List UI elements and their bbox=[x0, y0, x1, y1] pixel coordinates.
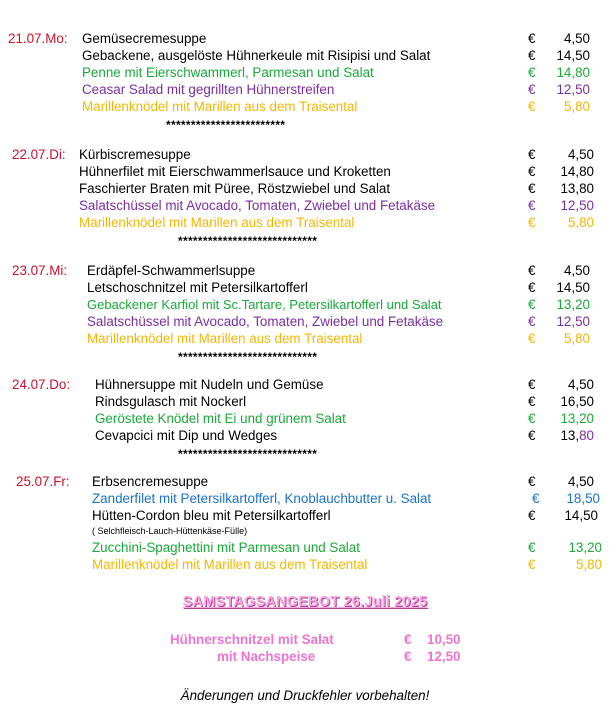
menu-item-dish: Rindsgulasch mit Nockerl bbox=[95, 394, 247, 409]
menu-item-dish: Salatschüssel mit Avocado, Tomaten, Zwiebel und Fetakäse bbox=[87, 314, 444, 329]
currency-symbol: € bbox=[528, 540, 536, 555]
currency-symbol: € bbox=[528, 297, 536, 312]
currency-symbol: € bbox=[528, 164, 536, 179]
menu-item-note: ( Selchfleisch-Lauch-Hüttenkäse-Fülle) bbox=[92, 526, 248, 536]
currency-symbol: € bbox=[528, 263, 536, 278]
menu-item-price: 14,80 bbox=[560, 164, 594, 179]
saturday-offer-label: mit Nachspeise bbox=[217, 649, 316, 664]
menu-item-price: 13,20 bbox=[556, 297, 590, 312]
currency-symbol: € bbox=[528, 48, 536, 63]
menu-item-dish: Salatschüssel mit Avocado, Tomaten, Zwiebel und Fetakäse bbox=[79, 198, 436, 213]
currency-symbol: € bbox=[528, 181, 536, 196]
menu-item-price: 4,50 bbox=[563, 263, 590, 278]
saturday-offer-price: 12,50 bbox=[427, 649, 461, 664]
saturday-offer-price: 10,50 bbox=[427, 632, 461, 647]
menu-item-price: 12,50 bbox=[556, 314, 590, 329]
menu-item-dish: Cevapcici mit Dip und Wedges bbox=[95, 428, 278, 443]
menu-item-price: 5,80 bbox=[567, 215, 594, 230]
separator-stars: **************************** bbox=[178, 234, 318, 248]
menu-item-price: 14,50 bbox=[556, 280, 590, 295]
menu-item-dish: Marillenknödel mit Marillen aus dem Traisental bbox=[92, 557, 368, 572]
day-label-thursday: 24.07.Do: bbox=[12, 377, 71, 392]
currency-symbol: € bbox=[528, 314, 536, 329]
menu-item-price: 18,50 bbox=[566, 491, 600, 506]
menu-item-price: 5,80 bbox=[563, 99, 590, 114]
menu-item-price: 4,50 bbox=[563, 31, 590, 46]
day-label-wednesday: 23.07.Mi: bbox=[12, 263, 68, 278]
menu-item-price: 13,20 bbox=[568, 540, 602, 555]
currency-symbol: € bbox=[528, 65, 536, 80]
menu-item-price: 4,50 bbox=[567, 474, 594, 489]
menu-item-dish: Erbsencremesuppe bbox=[92, 474, 209, 489]
currency-symbol: € bbox=[528, 331, 536, 346]
currency-symbol: € bbox=[528, 557, 536, 572]
price-tail: 80 bbox=[579, 428, 594, 443]
menu-item-dish: Zucchini-Spaghettini mit Parmesan und Salat bbox=[92, 540, 360, 555]
menu-item-dish: Ceasar Salad mit gegrillten Hühnerstreifen bbox=[82, 82, 335, 97]
currency-symbol: € bbox=[528, 147, 536, 162]
menu-item-price: 13,20 bbox=[560, 411, 594, 426]
menu-item-dish: Zanderfilet mit Petersilkartofferl, Knoblauchbutter u. Salat bbox=[92, 491, 432, 506]
menu-item-dish: Hütten-Cordon bleu mit Petersilkartofferl bbox=[92, 508, 331, 523]
menu-item-dish: Gebackene, ausgelöste Hühnerkeule mit Risipisi und Salat bbox=[82, 48, 431, 63]
menu-item-price: 12,50 bbox=[556, 82, 590, 97]
menu-item-price: 14,50 bbox=[556, 48, 590, 63]
menu-item-dish: Hühnersuppe mit Nudeln und Gemüse bbox=[95, 377, 324, 392]
menu-item-price bbox=[538, 428, 594, 444]
menu-item-dish: Geröstete Knödel mit Ei und grünem Salat bbox=[95, 411, 346, 426]
menu-item-dish: Erdäpfel-Schwammerlsuppe bbox=[87, 263, 256, 278]
separator-stars: ************************ bbox=[166, 118, 286, 132]
currency-symbol: € bbox=[404, 649, 412, 664]
currency-symbol: € bbox=[528, 377, 536, 392]
day-label-friday: 25.07.Fr: bbox=[16, 474, 70, 489]
currency-symbol: € bbox=[528, 280, 536, 295]
menu-item-price: 5,80 bbox=[563, 331, 590, 346]
currency-symbol: € bbox=[528, 411, 536, 426]
saturday-offer-label: Hühnerschnitzel mit Salat bbox=[170, 632, 334, 647]
menu-item-dish: Marillenknödel mit Marillen aus dem Traisental bbox=[87, 331, 363, 346]
currency-symbol: € bbox=[528, 198, 536, 213]
saturday-offer-title: SAMSTAGSANGEBOT 26.Juli 2025 bbox=[182, 594, 428, 610]
currency-symbol: € bbox=[528, 394, 536, 409]
menu-item-dish: Letschoschnitzel mit Petersilkartofferl bbox=[87, 280, 308, 295]
menu-item-price: 12,50 bbox=[560, 198, 594, 213]
menu-item-price: 14,50 bbox=[564, 508, 598, 523]
menu-item-price: 16,50 bbox=[560, 394, 594, 409]
currency-symbol: € bbox=[528, 215, 536, 230]
separator-stars: **************************** bbox=[178, 447, 318, 461]
menu-item-price: 14,80 bbox=[556, 65, 590, 80]
price-main: 13, bbox=[560, 428, 580, 443]
menu-item-price: 4,50 bbox=[567, 377, 594, 392]
currency-symbol: € bbox=[528, 82, 536, 97]
menu-item-price: 13,80 bbox=[560, 181, 594, 196]
menu-item-dish: Marillenknödel mit Marillen aus dem Traisental bbox=[79, 215, 355, 230]
currency-symbol: € bbox=[528, 99, 536, 114]
day-label-monday: 21.07.Mo: bbox=[8, 31, 68, 46]
menu-item-dish: Gemüsecremesuppe bbox=[82, 31, 207, 46]
menu-item-dish: Faschierter Braten mit Püree, Röstzwiebel und Salat bbox=[79, 181, 391, 196]
footer-disclaimer: Änderungen und Druckfehler vorbehalten! bbox=[180, 688, 430, 703]
day-label-tuesday: 22.07.Di: bbox=[12, 147, 66, 162]
currency-symbol: € bbox=[528, 31, 536, 46]
currency-symbol: € bbox=[532, 491, 540, 506]
currency-symbol: € bbox=[528, 508, 536, 523]
currency-symbol: € bbox=[528, 428, 536, 443]
separator-stars: **************************** bbox=[178, 350, 318, 364]
menu-item-dish: Marillenknödel mit Marillen aus dem Traisental bbox=[82, 99, 358, 114]
menu-item-price: 4,50 bbox=[567, 147, 594, 162]
menu-item-dish: Penne mit Eierschwammerl, Parmesan und Salat bbox=[82, 65, 374, 80]
menu-item-dish: Kürbiscremesuppe bbox=[79, 147, 191, 162]
menu-item-dish: Gebackener Karfiol mit Sc.Tartare, Petersilkartofferl und Salat bbox=[87, 297, 442, 312]
menu-item-dish: Hühnerfilet mit Eierschwammerlsauce und Kroketten bbox=[79, 164, 391, 179]
menu-item-price: 5,80 bbox=[575, 557, 602, 572]
currency-symbol: € bbox=[404, 632, 412, 647]
currency-symbol: € bbox=[528, 474, 536, 489]
